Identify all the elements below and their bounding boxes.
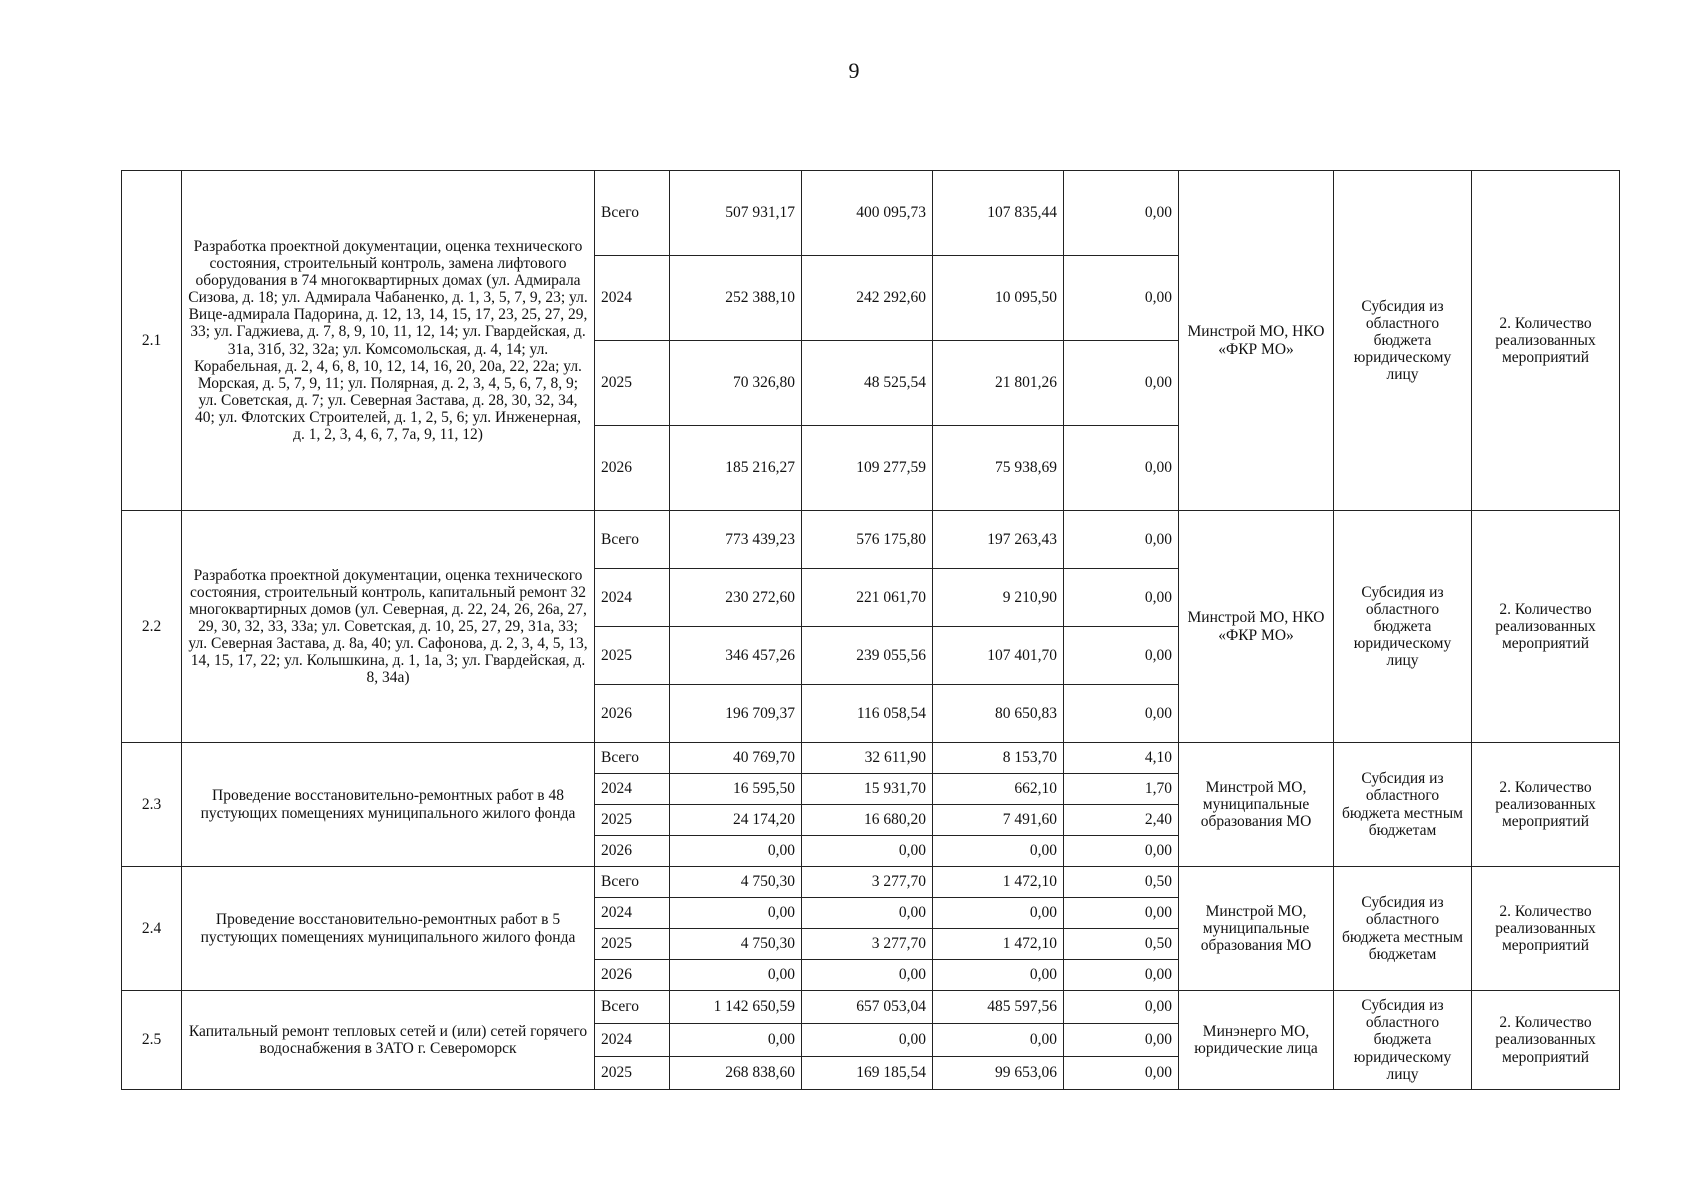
table-row xyxy=(122,511,1620,569)
indicator-cell: 2. Количество реализованных мероприятий xyxy=(1472,867,1620,991)
total-value: 268 838,60 xyxy=(670,1057,802,1090)
value-col-2: 0,00 xyxy=(933,898,1064,929)
total-value: 0,00 xyxy=(670,960,802,991)
value-col-3: 4,10 xyxy=(1064,743,1179,774)
value-col-2: 0,00 xyxy=(933,836,1064,867)
value-col-1: 3 277,70 xyxy=(802,867,933,898)
row-number: 2.5 xyxy=(122,991,182,1090)
total-value: 24 174,20 xyxy=(670,805,802,836)
value-col-3: 0,50 xyxy=(1064,929,1179,960)
value-col-1: 0,00 xyxy=(802,898,933,929)
measure-description: Разработка проектной документации, оценка технического состояния, строительный контроль, капитальный ремонт 32 многоквартирных домов (ул. Северная, д. 22, 24, 26, 26а, 27, 29, 30, 32, 33, 33а; ул. Советская, д. 10, 25, 27, 29, 31а, 33; ул. Северная Застава, д. 8а, 40; ул. Сафонова, д. 2, 3, 4, 5, 13, 14, 15, 17, 22; ул. Колышкина, д. 1, 1а, 3; ул. Гвардейская, д. 8, 34а) xyxy=(182,511,595,743)
executor-cell: Минэнерго МО, юридические лица xyxy=(1179,991,1334,1090)
value-col-3: 0,00 xyxy=(1064,569,1179,627)
row-number: 2.2 xyxy=(122,511,182,743)
indicator-cell: 2. Количество реализованных мероприятий xyxy=(1472,171,1620,511)
executor-cell: Минстрой МО, НКО «ФКР МО» xyxy=(1179,511,1334,743)
indicator-cell: 2. Количество реализованных мероприятий xyxy=(1472,511,1620,743)
value-col-3: 0,00 xyxy=(1064,991,1179,1024)
year-cell: 2026 xyxy=(595,426,670,511)
value-col-1: 0,00 xyxy=(802,836,933,867)
total-value: 4 750,30 xyxy=(670,867,802,898)
value-col-3: 2,40 xyxy=(1064,805,1179,836)
year-cell: 2025 xyxy=(595,341,670,426)
value-col-3: 0,00 xyxy=(1064,836,1179,867)
program-table xyxy=(121,170,1620,1090)
value-col-1: 116 058,54 xyxy=(802,685,933,743)
year-cell: Всего xyxy=(595,867,670,898)
measure-description: Разработка проектной документации, оценка технического состояния, строительный контроль, замена лифтового оборудования в 74 многоквартирных домах (ул. Адмирала Сизова, д. 18; ул. Адмирала Чабаненко, д. 1, 3, 5, 7, 9, 23; ул. Вице-адмирала Падорина, д. 12, 13, 14, 15, 17, 23, 25, 27, 29, 33; ул. Гаджиева, д. 7, 8, 9, 10, 11, 12, 14; ул. Гвардейская, д. 31а, 31б, 32, 32а; ул. Комсомольская, д. 4, 14; ул. Корабельная, д. 2, 4, 6, 8, 10, 12, 14, 16, 20, 20а, 22, 22а; ул. Морская, д. 5, 7, 9, 11; ул. Полярная, д. 2, 3, 4, 5, 6, 7, 8, 9; ул. Советская, д. 7; ул. Северная Застава, д. 28, 30, 32, 34, 40; ул. Флотских Строителей, д. 1, 2, 5, 6; ул. Инженерная, д. 1, 2, 3, 4, 6, 7, 7а, 9, 11, 12) xyxy=(182,171,595,511)
value-col-1: 239 055,56 xyxy=(802,627,933,685)
executor-cell: Минстрой МО, муниципальные образования МО xyxy=(1179,743,1334,867)
table-row xyxy=(122,867,1620,898)
total-value: 0,00 xyxy=(670,836,802,867)
year-cell: 2025 xyxy=(595,929,670,960)
value-col-1: 576 175,80 xyxy=(802,511,933,569)
row-number: 2.3 xyxy=(122,743,182,867)
value-col-1: 169 185,54 xyxy=(802,1057,933,1090)
total-value: 196 709,37 xyxy=(670,685,802,743)
value-col-1: 242 292,60 xyxy=(802,256,933,341)
value-col-2: 662,10 xyxy=(933,774,1064,805)
year-cell: 2026 xyxy=(595,960,670,991)
value-col-2: 9 210,90 xyxy=(933,569,1064,627)
value-col-1: 16 680,20 xyxy=(802,805,933,836)
funding-source-cell: Субсидия из областного бюджета местным бюджетам xyxy=(1334,867,1472,991)
value-col-1: 48 525,54 xyxy=(802,341,933,426)
total-value: 252 388,10 xyxy=(670,256,802,341)
table-row xyxy=(122,171,1620,256)
year-cell: Всего xyxy=(595,511,670,569)
value-col-1: 3 277,70 xyxy=(802,929,933,960)
value-col-1: 0,00 xyxy=(802,1024,933,1057)
value-col-3: 0,00 xyxy=(1064,341,1179,426)
year-cell: 2024 xyxy=(595,569,670,627)
total-value: 507 931,17 xyxy=(670,171,802,256)
year-cell: 2024 xyxy=(595,774,670,805)
value-col-2: 107 835,44 xyxy=(933,171,1064,256)
year-cell: 2024 xyxy=(595,1024,670,1057)
value-col-2: 7 491,60 xyxy=(933,805,1064,836)
page-number: 9 xyxy=(848,58,860,83)
measure-description: Проведение восстановительно-ремонтных работ в 5 пустующих помещениях муниципального жилого фонда xyxy=(182,867,595,991)
value-col-2: 1 472,10 xyxy=(933,867,1064,898)
funding-source-cell: Субсидия из областного бюджета юридическому лицу xyxy=(1334,991,1472,1090)
measure-description: Проведение восстановительно-ремонтных работ в 48 пустующих помещениях муниципального жилого фонда xyxy=(182,743,595,867)
value-col-2: 107 401,70 xyxy=(933,627,1064,685)
measure-description: Капитальный ремонт тепловых сетей и (или) сетей горячего водоснабжения в ЗАТО г. Североморск xyxy=(182,991,595,1090)
value-col-3: 1,70 xyxy=(1064,774,1179,805)
value-col-3: 0,00 xyxy=(1064,426,1179,511)
year-cell: 2025 xyxy=(595,1057,670,1090)
total-value: 16 595,50 xyxy=(670,774,802,805)
value-col-3: 0,00 xyxy=(1064,1024,1179,1057)
value-col-3: 0,00 xyxy=(1064,511,1179,569)
total-value: 40 769,70 xyxy=(670,743,802,774)
value-col-2: 197 263,43 xyxy=(933,511,1064,569)
total-value: 4 750,30 xyxy=(670,929,802,960)
year-cell: 2024 xyxy=(595,898,670,929)
value-col-2: 485 597,56 xyxy=(933,991,1064,1024)
indicator-cell: 2. Количество реализованных мероприятий xyxy=(1472,991,1620,1090)
value-col-2: 0,00 xyxy=(933,960,1064,991)
funding-source-cell: Субсидия из областного бюджета местным бюджетам xyxy=(1334,743,1472,867)
year-cell: 2025 xyxy=(595,805,670,836)
value-col-2: 21 801,26 xyxy=(933,341,1064,426)
value-col-3: 0,00 xyxy=(1064,256,1179,341)
table-row xyxy=(122,743,1620,774)
value-col-2: 8 153,70 xyxy=(933,743,1064,774)
value-col-3: 0,00 xyxy=(1064,685,1179,743)
total-value: 346 457,26 xyxy=(670,627,802,685)
table-body xyxy=(122,171,1620,1090)
funding-source-cell: Субсидия из областного бюджета юридическому лицу xyxy=(1334,171,1472,511)
indicator-cell: 2. Количество реализованных мероприятий xyxy=(1472,743,1620,867)
total-value: 0,00 xyxy=(670,1024,802,1057)
value-col-3: 0,00 xyxy=(1064,1057,1179,1090)
total-value: 0,00 xyxy=(670,898,802,929)
value-col-1: 400 095,73 xyxy=(802,171,933,256)
year-cell: 2025 xyxy=(595,627,670,685)
value-col-3: 0,00 xyxy=(1064,171,1179,256)
value-col-3: 0,00 xyxy=(1064,627,1179,685)
year-cell: 2024 xyxy=(595,256,670,341)
value-col-1: 221 061,70 xyxy=(802,569,933,627)
total-value: 70 326,80 xyxy=(670,341,802,426)
value-col-1: 657 053,04 xyxy=(802,991,933,1024)
value-col-3: 0,00 xyxy=(1064,960,1179,991)
value-col-1: 15 931,70 xyxy=(802,774,933,805)
value-col-2: 80 650,83 xyxy=(933,685,1064,743)
year-cell: 2026 xyxy=(595,685,670,743)
value-col-2: 10 095,50 xyxy=(933,256,1064,341)
year-cell: Всего xyxy=(595,171,670,256)
year-cell: Всего xyxy=(595,991,670,1024)
value-col-2: 99 653,06 xyxy=(933,1057,1064,1090)
executor-cell: Минстрой МО, муниципальные образования МО xyxy=(1179,867,1334,991)
value-col-2: 75 938,69 xyxy=(933,426,1064,511)
value-col-2: 1 472,10 xyxy=(933,929,1064,960)
funding-source-cell: Субсидия из областного бюджета юридическому лицу xyxy=(1334,511,1472,743)
value-col-1: 0,00 xyxy=(802,960,933,991)
total-value: 773 439,23 xyxy=(670,511,802,569)
value-col-2: 0,00 xyxy=(933,1024,1064,1057)
value-col-1: 32 611,90 xyxy=(802,743,933,774)
value-col-3: 0,00 xyxy=(1064,898,1179,929)
row-number: 2.4 xyxy=(122,867,182,991)
total-value: 185 216,27 xyxy=(670,426,802,511)
value-col-3: 0,50 xyxy=(1064,867,1179,898)
total-value: 230 272,60 xyxy=(670,569,802,627)
year-cell: 2026 xyxy=(595,836,670,867)
executor-cell: Минстрой МО, НКО «ФКР МО» xyxy=(1179,171,1334,511)
row-number: 2.1 xyxy=(122,171,182,511)
total-value: 1 142 650,59 xyxy=(670,991,802,1024)
table-row xyxy=(122,991,1620,1024)
year-cell: Всего xyxy=(595,743,670,774)
value-col-1: 109 277,59 xyxy=(802,426,933,511)
